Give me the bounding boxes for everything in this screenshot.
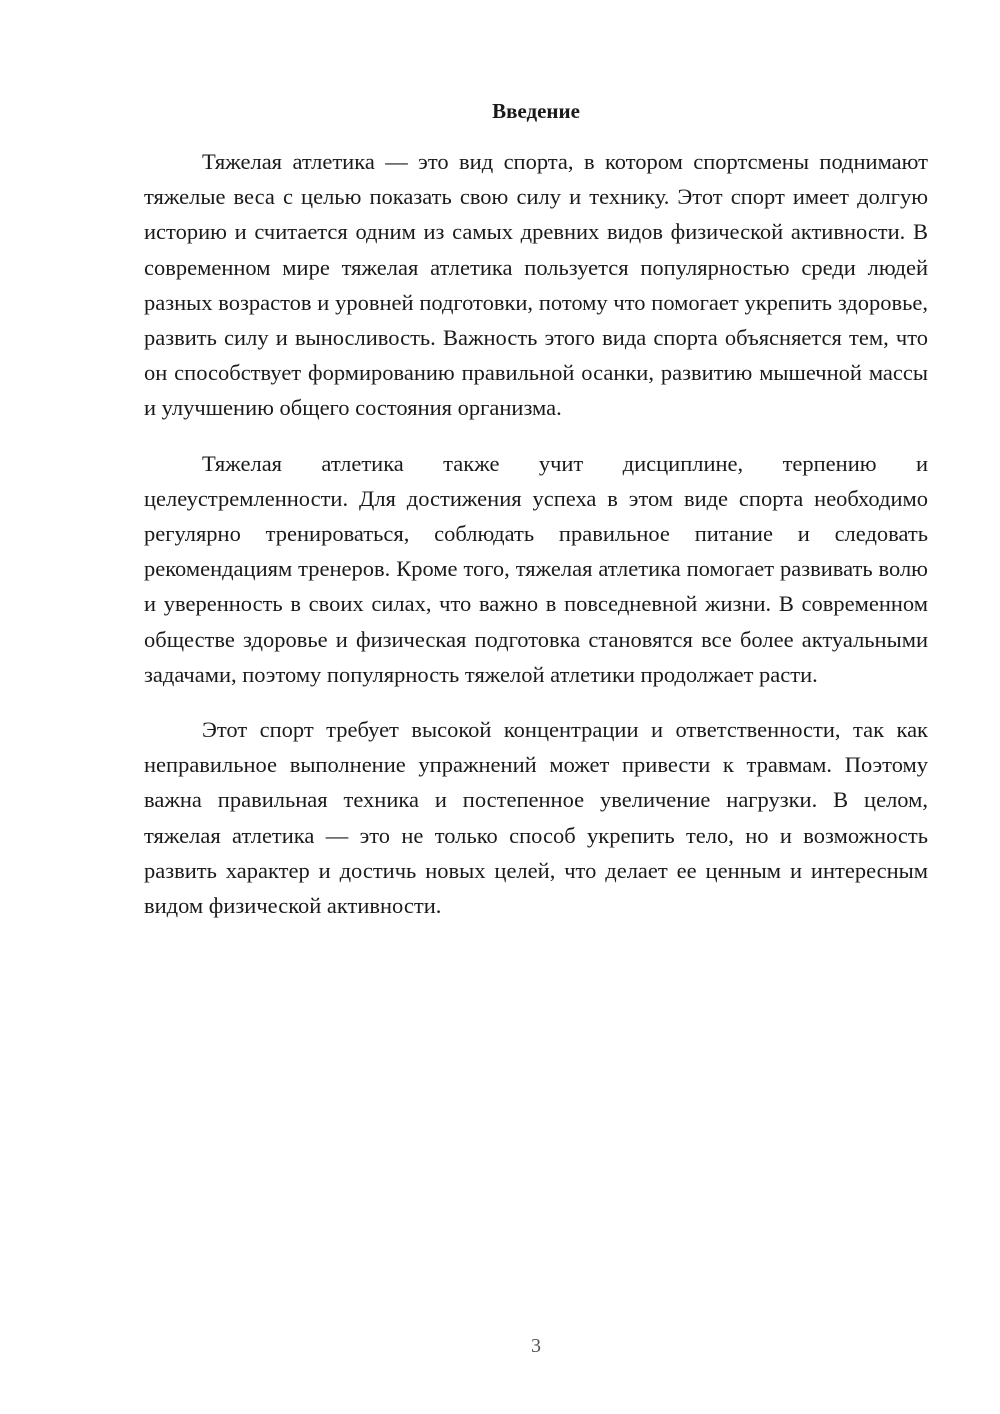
paragraph-2: Тяжелая атлетика также учит дисциплине, терпению и целеустремленности. Для достижения успеха в этом виде спорта необходимо регулярно тренироваться, соблюдать правильное питание и следовать рекомендациям тренеров. Кроме того, тяжелая атлетика помогает развивать волю и уверенность в своих силах, что важно в повседневной жизни. В современном обществе здоровье и физическая подготовка становятся все более актуальными задачами, поэтому популярность тяжелой атлетики продолжает расти. bbox=[144, 450, 928, 687]
paragraph-3: Этот спорт требует высокой концентрации и ответственности, так как неправильное выполнение упражнений может привести к травмам. Поэтому важна правильная техника и постепенное увеличение нагрузки. В целом, тяжелая атлетика — это не только способ укрепить тело, но и возможность развить характер и достичь новых целей, что делает ее ценным и интересным видом физической активности. bbox=[144, 717, 928, 919]
body-text bbox=[144, 144, 928, 943]
paragraph-1: Тяжелая атлетика — это вид спорта, в котором спортсмены поднимают тяжелые веса с целью показать свою силу и технику. Этот спорт имеет долгую историю и считается одним из самых древних видов физической активности. В современном мире тяжелая атлетика пользуется популярностью среди людей разных возрастов и уровней подготовки, потому что помогает укрепить здоровье, развить силу и выносливость. Важность этого вида спорта объясняется тем, что он способствует формированию правильной осанки, развитию мышечной массы и улучшению общего состояния организма. bbox=[144, 149, 928, 421]
page-number: 3 bbox=[531, 1335, 541, 1357]
section-heading: Введение bbox=[492, 99, 580, 123]
